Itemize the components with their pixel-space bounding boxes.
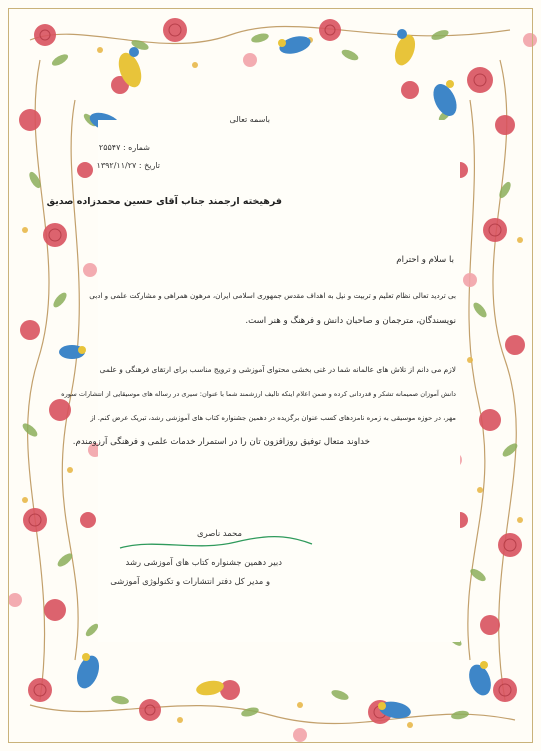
date-value: ۱۳۹۲/۱۱/۲۷	[96, 161, 137, 170]
body-line-6: خداوند متعال توفیق روزافزون تان را در استمرار خدمات علمی و فرهنگی آرزومندم.	[72, 437, 370, 447]
letter-number	[99, 142, 150, 154]
signatory-title-2: و مدیر کل دفتر انتشارات و تکنولوژی آموزشی	[110, 576, 270, 586]
body-line-1: بی تردید تعالی نظام تعلیم و تربیت و نیل به اهداف مقدس جمهوری اسلامی ایران، مرهون همراهی و مشارکت علمی و ادبی	[89, 291, 456, 300]
signatory-name: محمد ناصری	[197, 528, 242, 538]
letter-date	[97, 160, 160, 172]
invocation: باسمه تعالی	[229, 115, 270, 124]
recipient: فرهیخته ارجمند جناب آقای حسین محمدزاده صدیق	[46, 196, 282, 207]
body-line-4: دانش آموزان صمیمانه تشکر و قدردانی کرده و ضمن اعلام اینکه تالیف ارزشمند شما با عنوان: سیری در رساله های موسیقایی از انتشارات سوره	[61, 390, 456, 398]
greeting: با سلام و احترام	[396, 255, 454, 265]
number-label: شماره :	[122, 143, 150, 152]
date-label: تاریخ :	[138, 161, 160, 170]
signatory-title-1: دبیر دهمین جشنواره کتاب های آموزشی رشد	[125, 557, 282, 567]
body-line-2: نویسندگان، مترجمان و صاحبان دانش و فرهنگ و هنر است.	[245, 316, 456, 326]
letter-body	[46, 115, 460, 642]
body-line-3: لازم می دانم از تلاش های عالمانه شما در غنی بخشی محتوای آموزشی و ترویج مناسب برای ارتقای فرهنگی و علمی	[99, 365, 456, 374]
number-value: ۲۵۵۴۷	[98, 143, 121, 152]
body-line-5: مهر، در حوزه موسیقی به زمره نامزدهای کسب عنوان برگزیده در دهمین جشنواره کتاب های آموزشی رشد، تبریک عرض کنم. از	[90, 414, 456, 422]
